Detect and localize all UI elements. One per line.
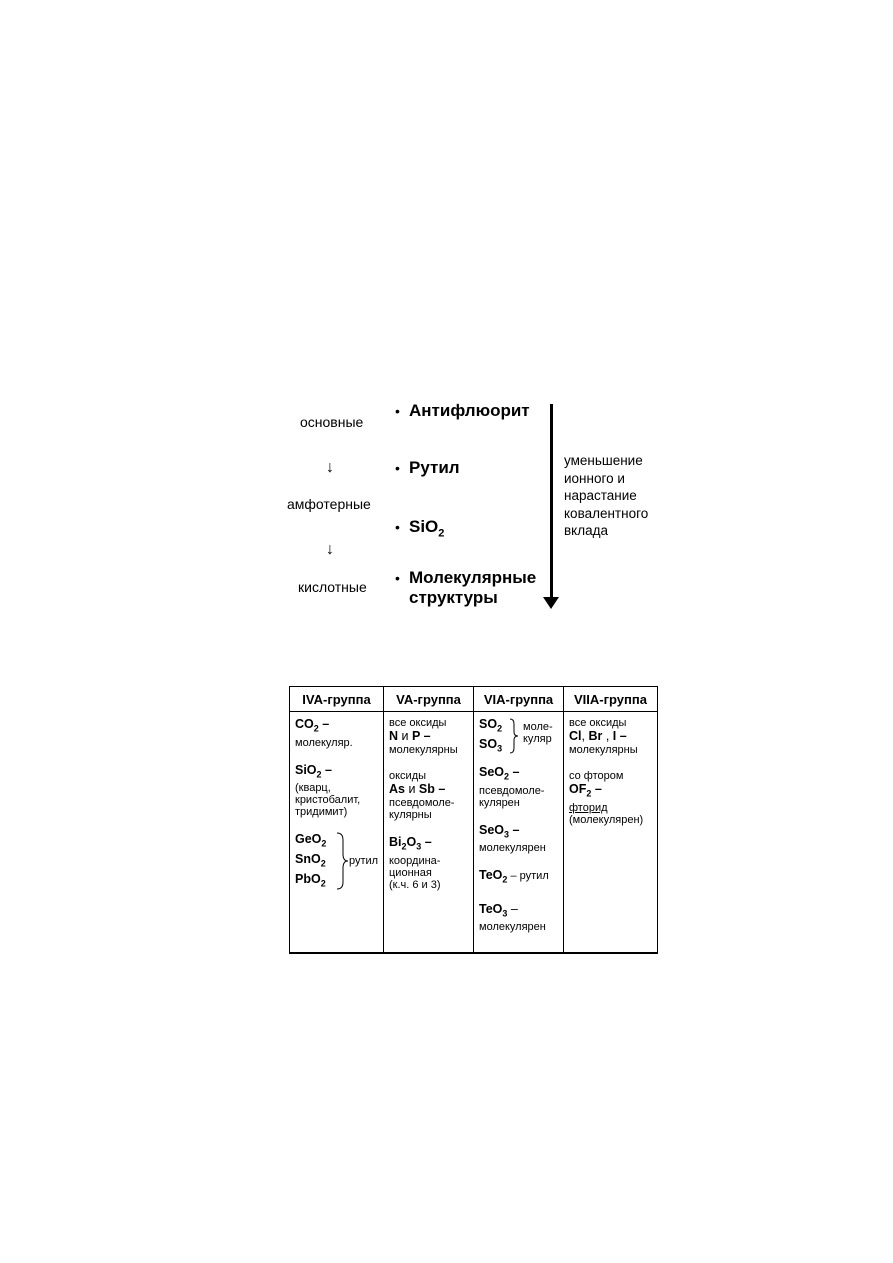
item-antifluorite xyxy=(395,401,530,421)
formula-of2: $OF_2$ – xyxy=(569,782,602,799)
trend-note-line: ковалентного xyxy=(564,505,649,521)
table-header-row xyxy=(290,687,658,712)
teo3-note: молекулярен xyxy=(479,921,546,933)
cell-via xyxy=(474,712,564,954)
va-coord-1: координа- xyxy=(389,854,441,867)
formula-seo3: SeO$_3$ – xyxy=(479,822,520,839)
formula-co2: $CO_2$ – xyxy=(295,717,330,734)
formula-teo3: TeO$_3$ – xyxy=(479,901,518,918)
viia-fluorine: со фтором xyxy=(569,770,624,782)
oxide-structure-table xyxy=(289,686,658,954)
rutile-text: Рутил xyxy=(409,458,460,477)
header-viia: VIIA-группа xyxy=(564,687,658,712)
trend-note-line: нарастание xyxy=(564,488,637,503)
header-va: VA-группа xyxy=(384,687,474,712)
label-acidic: кислотные xyxy=(298,579,367,595)
bullet-icon: • xyxy=(395,460,400,476)
seo3-note: молекулярен xyxy=(479,842,546,854)
rutile-group xyxy=(295,832,383,892)
seo2-note-2: кулярен xyxy=(479,796,520,809)
sio2-note-1: (кварц, xyxy=(295,782,331,794)
viia-molecular: молекулярны xyxy=(569,744,638,756)
cell-iva xyxy=(290,712,384,954)
sio2-note-2: кристобалит, xyxy=(295,794,361,806)
formula-so3: $SO_3$ xyxy=(479,737,503,754)
molecular-text-2: структуры xyxy=(409,588,498,607)
item-molecular xyxy=(395,568,536,608)
formula-n-p: N и P – xyxy=(389,729,431,743)
header-via: VIA-группа xyxy=(474,687,564,712)
va-pseudo-2: кулярны xyxy=(389,809,432,821)
trend-note xyxy=(564,452,648,540)
brace-icon xyxy=(336,832,348,890)
trend-note-line: уменьшение xyxy=(564,453,643,468)
va-oxides: оксиды xyxy=(389,770,427,782)
label-amphoteric: амфотерные xyxy=(287,496,371,512)
formula-as-sb: As и Sb – xyxy=(389,782,446,796)
va-coord-2: ционная xyxy=(389,866,432,879)
table-row xyxy=(290,712,658,954)
viia-all-oxides: все оксиды xyxy=(569,717,627,729)
brace-icon xyxy=(509,718,519,754)
label-basic: основные xyxy=(300,414,364,430)
va-pseudo-1: псевдомоле- xyxy=(389,797,455,809)
formula-cl-br-i: Cl, Br , I – xyxy=(569,729,627,743)
antifluorite-text: Антифлюорит xyxy=(409,401,530,420)
va-molecular: молекулярны xyxy=(389,744,458,756)
seo2-note-1: псевдомоле- xyxy=(479,784,545,797)
formula-pbo2: PbO$_2$ xyxy=(295,872,326,889)
formula-sno2: SnO$_2$ xyxy=(295,852,326,869)
header-iva: IVA-группа xyxy=(290,687,384,712)
bullet-icon: • xyxy=(395,570,400,586)
rutile-note: рутил xyxy=(349,855,379,867)
formula-teo2: TeO$_2$ – рутил xyxy=(479,868,549,885)
bullet-icon: • xyxy=(395,403,400,419)
so-group xyxy=(479,717,563,755)
sio2-note-3: тридимит) xyxy=(295,806,348,818)
co2-note: молекуляр. xyxy=(295,736,353,749)
trend-note-line: вклада xyxy=(564,523,609,538)
so-note-2: куляр xyxy=(523,733,552,745)
item-rutile xyxy=(395,458,460,478)
sio2-text: SiO xyxy=(409,517,439,536)
bullet-icon: • xyxy=(395,519,400,535)
viia-fluoride: фторид xyxy=(569,801,608,814)
formula-seo2: SeO$_2$ – xyxy=(479,765,520,782)
va-coord-3: (к.ч. 6 и 3) xyxy=(389,878,441,891)
cell-viia xyxy=(564,712,658,954)
formula-bi2o3: $Bi_2O_3$ – xyxy=(389,835,432,852)
viia-note: (молекулярен) xyxy=(569,813,644,826)
down-arrow-1: ↓ xyxy=(326,459,334,476)
cell-va xyxy=(384,712,474,954)
so-note-1: моле- xyxy=(523,721,553,733)
formula-geo2: GeO$_2$ xyxy=(295,832,327,849)
item-sio2 xyxy=(395,517,444,543)
trend-arrow-shaft xyxy=(550,404,553,602)
formula-sio2: SiO$_2$ – xyxy=(295,762,332,779)
va-all-oxides: все оксиды xyxy=(389,717,447,729)
molecular-text-1: Молекулярные xyxy=(409,568,537,587)
trend-arrow-head-icon xyxy=(543,597,559,609)
down-arrow-2: ↓ xyxy=(326,541,334,558)
trend-note-line: ионного и xyxy=(564,470,625,486)
formula-so2: $SO_2$ xyxy=(479,717,503,734)
sio2-subscript: 2 xyxy=(438,527,445,540)
